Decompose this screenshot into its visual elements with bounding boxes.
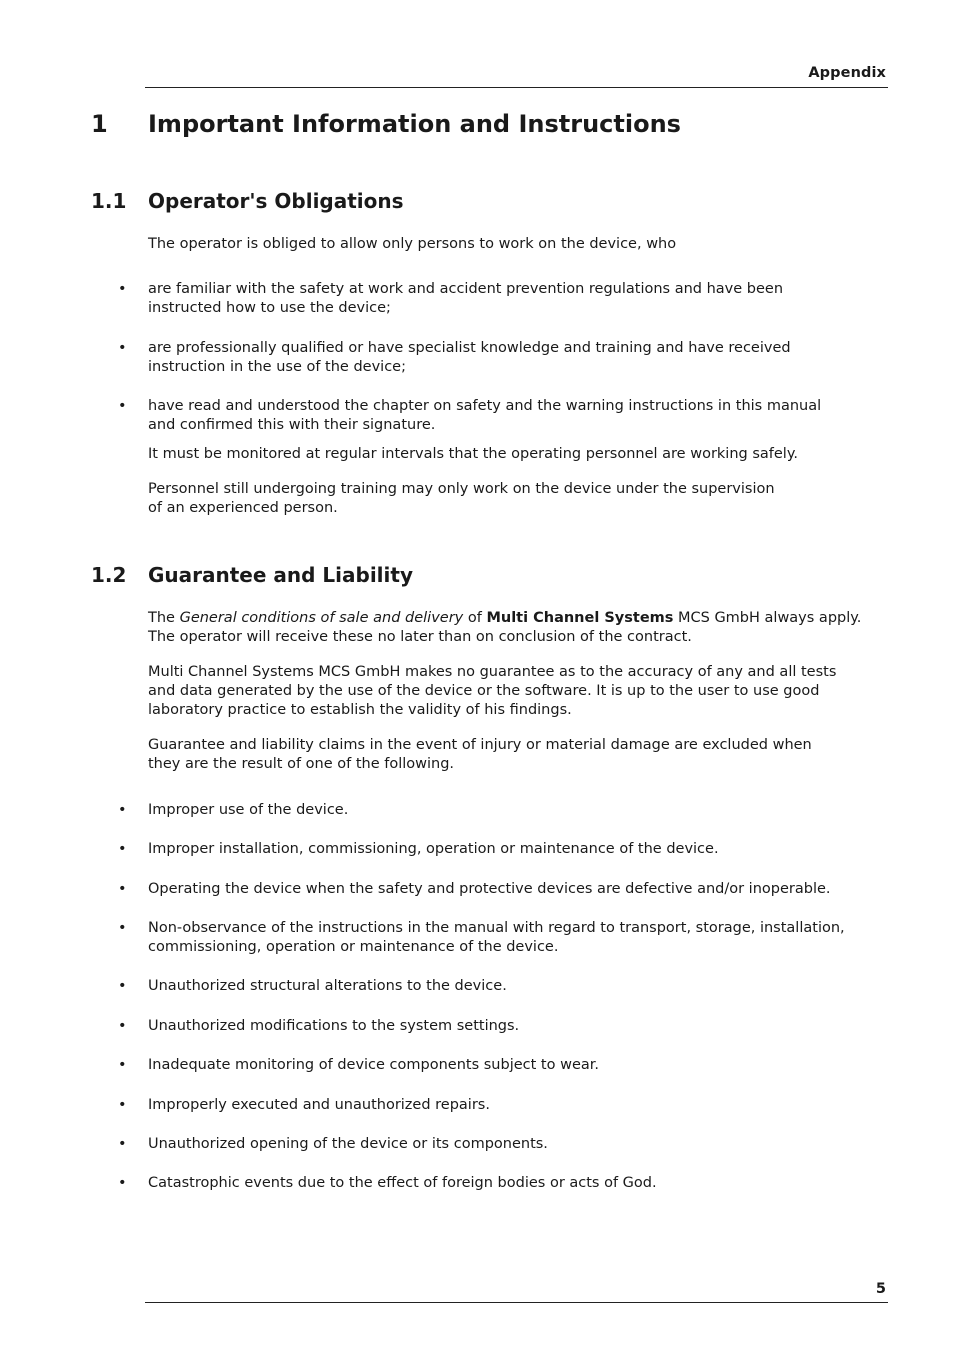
bullet-glyph: • — [118, 1097, 127, 1113]
paragraph-claims: Guarantee and liability claims in the event of injury or material damage are excluded when they are the result of one of the following. — [148, 737, 812, 772]
header-rule — [145, 87, 888, 88]
list-item: • are familiar with the safety at work and accident prevention regulations and have been instructed how to use the device; — [118, 281, 784, 316]
paragraph-no-guarantee: Multi Channel Systems MCS GmbH makes no guarantee as to the accuracy of any and all tests and data generated by the use of the device or the software. It is up to the user to use good laboratory practice to establish the validity of his findings. — [148, 664, 837, 718]
footer-rule — [145, 1302, 888, 1303]
bullet-glyph: • — [118, 1175, 127, 1191]
bullet-glyph: • — [118, 398, 127, 414]
list-item: • have read and understood the chapter on safety and the warning instructions in this manual and confirmed this with their signature. — [118, 398, 822, 433]
list-item: • Operating the device when the safety and protective devices are defective and/or inoperable. — [118, 881, 831, 897]
bullet-glyph: • — [118, 802, 127, 818]
paragraph-monitoring: It must be monitored at regular intervals that the operating personnel are working safely. — [148, 446, 798, 462]
chapter-title: Important Information and Instructions — [148, 110, 681, 138]
bullet-glyph: • — [118, 1136, 127, 1152]
bullet-glyph: • — [118, 1018, 127, 1034]
running-header: Appendix — [808, 65, 886, 81]
list-item: • Improperly executed and unauthorized repairs. — [118, 1097, 490, 1113]
list-item: • Unauthorized modifications to the system settings. — [118, 1018, 520, 1034]
bullet-glyph: • — [118, 978, 127, 994]
bullet-glyph: • — [118, 281, 127, 297]
bullet-glyph: • — [118, 1057, 127, 1073]
section-heading-operators-obligations — [91, 189, 404, 213]
bullet-glyph: • — [118, 340, 127, 356]
section-title: Guarantee and Liability — [148, 563, 413, 587]
list-item: • Improper installation, commissioning, operation or maintenance of the device. — [118, 841, 719, 857]
bullet-glyph: • — [118, 920, 127, 936]
section-heading-guarantee-liability — [91, 563, 413, 587]
list-item: • Unauthorized structural alterations to the device. — [118, 978, 507, 994]
paragraph-intro: The operator is obliged to allow only persons to work on the device, who — [148, 236, 677, 252]
paragraph-training: Personnel still undergoing training may only work on the device under the supervision of an experienced person. — [148, 481, 775, 516]
list-item: • Non-observance of the instructions in the manual with regard to transport, storage, installation, commissioning, operation or maintenance of the device. — [118, 920, 845, 955]
company-name: Multi Channel Systems — [486, 610, 674, 626]
list-item: • are professionally qualified or have specialist knowledge and training and have received instruction in the use of the device; — [118, 340, 791, 375]
section-number: 1.2 — [91, 563, 127, 587]
list-item: • Improper use of the device. — [118, 802, 349, 818]
bullet-glyph: • — [118, 841, 127, 857]
list-item: • Catastrophic events due to the effect of foreign bodies or acts of God. — [118, 1175, 657, 1191]
chapter-heading — [91, 110, 681, 138]
page-number: 5 — [875, 1281, 886, 1297]
italic-conditions: General conditions of sale and delivery — [179, 610, 464, 626]
list-item: • Unauthorized opening of the device or its components. — [118, 1136, 548, 1152]
chapter-number: 1 — [91, 110, 108, 138]
paragraph-conditions: The General conditions of sale and delivery of Multi Channel Systems MCS GmbH always apply. The operator will receive these no later than on conclusion of the contract. — [148, 610, 862, 645]
bullet-glyph: • — [118, 881, 127, 897]
list-item: • Inadequate monitoring of device components subject to wear. — [118, 1057, 599, 1073]
section-number: 1.1 — [91, 189, 127, 213]
section-title: Operator's Obligations — [148, 189, 404, 213]
